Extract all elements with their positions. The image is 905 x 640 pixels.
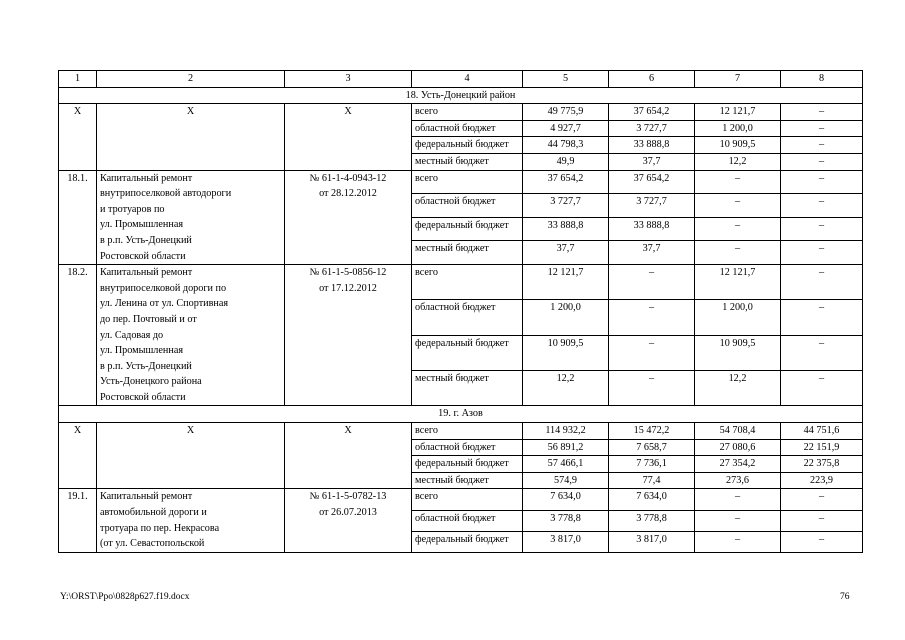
- footer-page-number: 76: [840, 592, 850, 602]
- amount-cell-v6: 7 634,0: [609, 489, 695, 510]
- amount-cell-v7: 12 121,7: [695, 265, 781, 300]
- document-reference-line: от 17.12.2012: [319, 282, 377, 294]
- amount-cell-v7: –: [695, 510, 781, 531]
- amount-cell-v6: 3 727,7: [609, 120, 695, 137]
- section-title: 19. г. Азов: [59, 406, 863, 423]
- amount-cell-v8: –: [781, 217, 863, 241]
- amount-cell-v8: –: [781, 489, 863, 510]
- section-row: [59, 406, 863, 423]
- amount-cell-v7: –: [695, 170, 781, 194]
- object-name-line: Капитальный ремонт: [100, 491, 193, 503]
- funding-source: всего: [412, 489, 523, 510]
- amount-cell-v6: 37,7: [609, 241, 695, 265]
- header-row: [59, 71, 863, 88]
- amount-cell-v7: 27 354,2: [695, 456, 781, 473]
- object-name-line: тротуара по пер. Некрасова: [100, 522, 220, 534]
- object-name-line: Капитальный ремонт: [100, 267, 193, 279]
- object-name: [97, 104, 285, 170]
- amount-cell-v8: –: [781, 265, 863, 300]
- document-reference-line: от 28.12.2012: [319, 188, 377, 200]
- document-reference: [285, 170, 412, 265]
- amount-cell-v5: 3 727,7: [523, 194, 609, 218]
- object-name-line: ул. Промышленная: [100, 219, 184, 231]
- funding-source: местный бюджет: [412, 153, 523, 170]
- funding-source: федеральный бюджет: [412, 217, 523, 241]
- amount-cell-v8: –: [781, 194, 863, 218]
- object-name-line: до пер. Почтовый и от: [100, 313, 197, 325]
- amount-cell-v6: –: [609, 335, 695, 370]
- amount-cell-v8: –: [781, 300, 863, 335]
- amount-cell-v5: 574,9: [523, 472, 609, 489]
- funding-source: федеральный бюджет: [412, 456, 523, 473]
- object-name-line: ул. Ленина от ул. Спортивная: [100, 298, 229, 310]
- amount-cell-v8: –: [781, 510, 863, 531]
- amount-cell-v8: 223,9: [781, 472, 863, 489]
- amount-cell-v8: –: [781, 335, 863, 370]
- amount-cell-v8: –: [781, 104, 863, 121]
- funding-source: областной бюджет: [412, 439, 523, 456]
- table-row: [59, 265, 863, 300]
- amount-cell-v7: 10 909,5: [695, 137, 781, 154]
- budget-table: [58, 70, 863, 553]
- funding-source: областной бюджет: [412, 300, 523, 335]
- amount-cell-v5: 7 634,0: [523, 489, 609, 510]
- amount-cell-v6: 33 888,8: [609, 137, 695, 154]
- amount-cell-v8: 22 375,8: [781, 456, 863, 473]
- amount-cell-v8: –: [781, 120, 863, 137]
- funding-source: областной бюджет: [412, 510, 523, 531]
- amount-cell-v7: 273,6: [695, 472, 781, 489]
- object-name-line: ул. Садовая до: [100, 329, 164, 341]
- document-reference-line: от 26.07.2013: [319, 507, 377, 519]
- amount-cell-v5: 3 778,8: [523, 510, 609, 531]
- column-number: 1: [59, 71, 97, 88]
- amount-cell-v6: –: [609, 265, 695, 300]
- amount-cell-v8: –: [781, 241, 863, 265]
- object-name-line: внутрипоселковой автодороги: [100, 188, 232, 200]
- funding-source: всего: [412, 423, 523, 440]
- amount-cell-v6: 77,4: [609, 472, 695, 489]
- object-name: [97, 265, 285, 406]
- object-name: [97, 489, 285, 552]
- document-reference: [285, 423, 412, 489]
- amount-cell-v5: 10 909,5: [523, 335, 609, 370]
- amount-cell-v6: 37 654,2: [609, 104, 695, 121]
- object-name-line: в р.п. Усть-Донецкий: [100, 360, 192, 372]
- amount-cell-v8: 22 151,9: [781, 439, 863, 456]
- column-number: 7: [695, 71, 781, 88]
- object-name: [97, 170, 285, 265]
- funding-source: всего: [412, 170, 523, 194]
- amount-cell-v6: –: [609, 371, 695, 406]
- amount-cell-v5: 4 927,7: [523, 120, 609, 137]
- item-number: 19.1.: [59, 489, 97, 552]
- amount-cell-v7: 1 200,0: [695, 120, 781, 137]
- amount-cell-v7: 54 708,4: [695, 423, 781, 440]
- object-name-line: в р.п. Усть-Донецкий: [100, 234, 192, 246]
- footer-file-path: Y:\ORST\Ppo\0828p627.f19.docx: [60, 592, 190, 602]
- amount-cell-v8: –: [781, 153, 863, 170]
- funding-source: федеральный бюджет: [412, 531, 523, 552]
- table-body: [59, 71, 863, 553]
- document-reference-line: X: [344, 106, 352, 118]
- amount-cell-v7: 1 200,0: [695, 300, 781, 335]
- amount-cell-v5: 49 775,9: [523, 104, 609, 121]
- amount-cell-v5: 37,7: [523, 241, 609, 265]
- funding-source: федеральный бюджет: [412, 137, 523, 154]
- amount-cell-v7: –: [695, 531, 781, 552]
- amount-cell-v5: 33 888,8: [523, 217, 609, 241]
- table-row: [59, 104, 863, 121]
- amount-cell-v6: 3 817,0: [609, 531, 695, 552]
- object-name-line: Капитальный ремонт: [100, 172, 193, 184]
- section-row: [59, 87, 863, 104]
- funding-source: областной бюджет: [412, 194, 523, 218]
- amount-cell-v5: 57 466,1: [523, 456, 609, 473]
- item-number: X: [59, 104, 97, 170]
- amount-cell-v6: 3 778,8: [609, 510, 695, 531]
- object-name-line: X: [186, 106, 195, 118]
- funding-source: областной бюджет: [412, 120, 523, 137]
- column-number: 6: [609, 71, 695, 88]
- column-number: 4: [412, 71, 523, 88]
- amount-cell-v6: 7 658,7: [609, 439, 695, 456]
- amount-cell-v5: 12 121,7: [523, 265, 609, 300]
- amount-cell-v8: –: [781, 170, 863, 194]
- object-name-line: внутрипоселковой дороги по: [100, 282, 227, 294]
- document-reference-line: № 61-1-5-0782-13: [309, 491, 387, 503]
- object-name: [97, 423, 285, 489]
- funding-source: всего: [412, 104, 523, 121]
- object-name-line: ул. Промышленная: [100, 345, 184, 357]
- item-number: 18.2.: [59, 265, 97, 406]
- column-number: 8: [781, 71, 863, 88]
- table-row: [59, 423, 863, 440]
- amount-cell-v8: –: [781, 531, 863, 552]
- funding-source: всего: [412, 265, 523, 300]
- amount-cell-v5: 114 932,2: [523, 423, 609, 440]
- document-reference: [285, 104, 412, 170]
- section-title: 18. Усть-Донецкий район: [59, 87, 863, 104]
- amount-cell-v8: 44 751,6: [781, 423, 863, 440]
- object-name-line: Усть-Донецкого района: [100, 376, 202, 388]
- document-reference-line: № 61-1-5-0856-12: [309, 267, 387, 279]
- column-number: 3: [285, 71, 412, 88]
- document-reference: [285, 265, 412, 406]
- amount-cell-v7: –: [695, 489, 781, 510]
- amount-cell-v6: 7 736,1: [609, 456, 695, 473]
- object-name-line: (от ул. Севастопольской: [100, 538, 205, 550]
- amount-cell-v6: –: [609, 300, 695, 335]
- amount-cell-v8: –: [781, 137, 863, 154]
- amount-cell-v7: 12,2: [695, 153, 781, 170]
- amount-cell-v6: 15 472,2: [609, 423, 695, 440]
- amount-cell-v7: –: [695, 241, 781, 265]
- object-name-line: Ростовской области: [100, 391, 186, 403]
- amount-cell-v5: 44 798,3: [523, 137, 609, 154]
- object-name-line: Ростовской области: [100, 250, 186, 262]
- table-row: [59, 170, 863, 194]
- amount-cell-v5: 49,9: [523, 153, 609, 170]
- amount-cell-v5: 12,2: [523, 371, 609, 406]
- object-name-line: и тротуаров по: [100, 203, 165, 215]
- funding-source: федеральный бюджет: [412, 335, 523, 370]
- column-number: 5: [523, 71, 609, 88]
- funding-source: местный бюджет: [412, 241, 523, 265]
- amount-cell-v7: –: [695, 217, 781, 241]
- item-number: X: [59, 423, 97, 489]
- funding-source: местный бюджет: [412, 371, 523, 406]
- amount-cell-v5: 3 817,0: [523, 531, 609, 552]
- amount-cell-v6: 3 727,7: [609, 194, 695, 218]
- funding-source: местный бюджет: [412, 472, 523, 489]
- amount-cell-v7: 12 121,7: [695, 104, 781, 121]
- amount-cell-v5: 37 654,2: [523, 170, 609, 194]
- table-row: [59, 489, 863, 510]
- amount-cell-v6: 37 654,2: [609, 170, 695, 194]
- document-reference-line: X: [344, 425, 352, 437]
- amount-cell-v7: –: [695, 194, 781, 218]
- amount-cell-v5: 56 891,2: [523, 439, 609, 456]
- item-number: 18.1.: [59, 170, 97, 265]
- object-name-line: автомобильной дороги и: [100, 507, 207, 519]
- document-reference: [285, 489, 412, 552]
- amount-cell-v7: 12,2: [695, 371, 781, 406]
- amount-cell-v6: 37,7: [609, 153, 695, 170]
- amount-cell-v8: –: [781, 371, 863, 406]
- column-number: 2: [97, 71, 285, 88]
- amount-cell-v6: 33 888,8: [609, 217, 695, 241]
- object-name-line: X: [186, 425, 195, 437]
- document-reference-line: № 61-1-4-0943-12: [309, 172, 387, 184]
- amount-cell-v7: 27 080,6: [695, 439, 781, 456]
- amount-cell-v5: 1 200,0: [523, 300, 609, 335]
- amount-cell-v7: 10 909,5: [695, 335, 781, 370]
